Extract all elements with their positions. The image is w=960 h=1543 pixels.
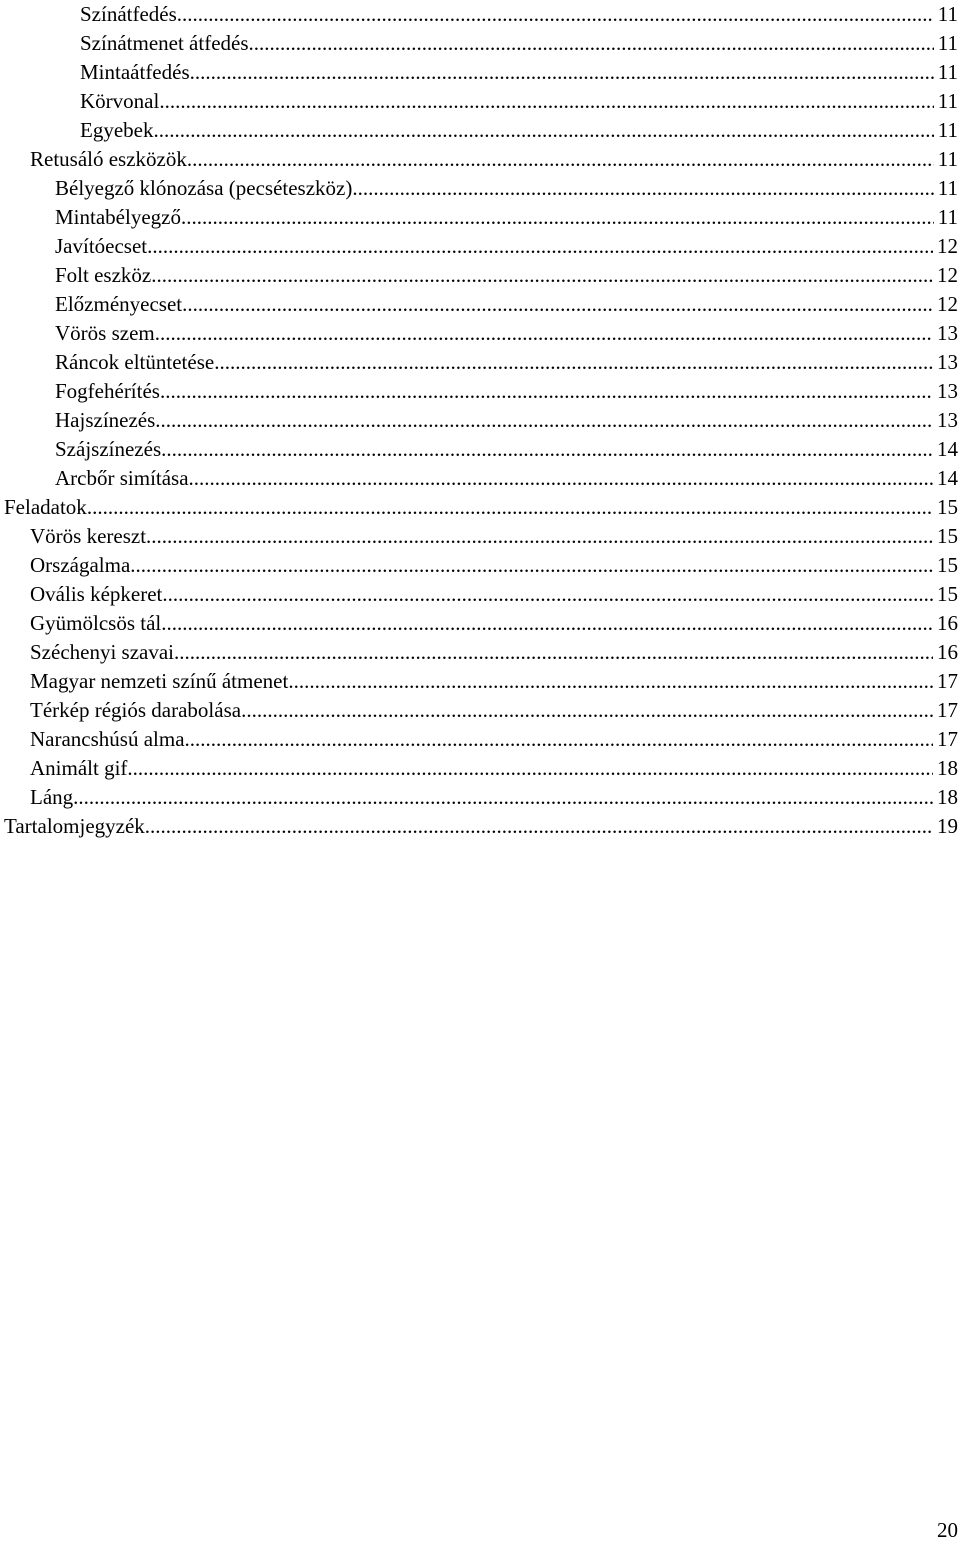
toc-entry-page: 15 bbox=[937, 495, 958, 519]
toc-entry-title: Javítóecset bbox=[55, 232, 147, 261]
toc-entry-row bbox=[30, 638, 958, 667]
toc-entry-row bbox=[55, 348, 958, 377]
toc-entry-row bbox=[30, 696, 958, 725]
dot-leader bbox=[174, 638, 933, 667]
toc-entry-page: 16 bbox=[937, 640, 958, 664]
dot-leader bbox=[155, 319, 933, 348]
toc-entry[interactable] bbox=[0, 58, 960, 87]
toc-entry-page: 14 bbox=[937, 437, 958, 461]
toc-entry[interactable] bbox=[0, 116, 960, 145]
toc-entry-title: Hajszínezés bbox=[55, 406, 155, 435]
toc-entry-page: 15 bbox=[937, 524, 958, 548]
toc-entry-row bbox=[55, 464, 958, 493]
toc-entry-row bbox=[80, 116, 958, 145]
toc-entry-title: Vörös szem bbox=[55, 319, 155, 348]
toc-entry-page: 13 bbox=[937, 350, 958, 374]
toc-entry[interactable] bbox=[0, 0, 960, 29]
toc-entry-row bbox=[30, 725, 958, 754]
toc-entry-page: 11 bbox=[937, 31, 958, 55]
toc-entry[interactable] bbox=[0, 203, 960, 232]
toc-entry[interactable] bbox=[0, 638, 960, 667]
dot-leader bbox=[241, 696, 933, 725]
toc-entry-page: 12 bbox=[937, 292, 958, 316]
toc-entry-row bbox=[55, 290, 958, 319]
toc-entry-title: Gyümölcsös tál bbox=[30, 609, 161, 638]
toc-entry-title: Láng bbox=[30, 783, 73, 812]
toc-entry-row bbox=[4, 493, 958, 522]
toc-entry-page: 11 bbox=[937, 147, 958, 171]
dot-leader bbox=[161, 609, 933, 638]
toc-entry[interactable] bbox=[0, 319, 960, 348]
dot-leader bbox=[162, 580, 933, 609]
dot-leader bbox=[73, 783, 933, 812]
toc-entry-page: 11 bbox=[937, 118, 958, 142]
toc-entry-title: Magyar nemzeti színű átmenet bbox=[30, 667, 288, 696]
toc-entry-page: 11 bbox=[937, 205, 958, 229]
toc-entry[interactable] bbox=[0, 232, 960, 261]
toc-entry-title: Narancshúsú alma bbox=[30, 725, 185, 754]
toc-entry[interactable] bbox=[0, 812, 960, 841]
dot-leader bbox=[151, 261, 933, 290]
toc-entry-title: Térkép régiós darabolása bbox=[30, 696, 241, 725]
toc-entry[interactable] bbox=[0, 609, 960, 638]
dot-leader bbox=[181, 203, 934, 232]
toc-entry-page: 15 bbox=[937, 553, 958, 577]
dot-leader bbox=[185, 725, 933, 754]
toc-entry-row bbox=[55, 377, 958, 406]
toc-entry-title: Ráncok eltüntetése bbox=[55, 348, 214, 377]
dot-leader bbox=[161, 435, 933, 464]
toc-entry-title: Színátmenet átfedés bbox=[80, 29, 249, 58]
toc-entry-page: 17 bbox=[937, 698, 958, 722]
toc-entry-row bbox=[80, 58, 958, 87]
toc-entry-title: Szájszínezés bbox=[55, 435, 161, 464]
toc-entry-row bbox=[30, 667, 958, 696]
toc-entry-page: 13 bbox=[937, 321, 958, 345]
dot-leader bbox=[288, 667, 933, 696]
toc-entry-row bbox=[55, 406, 958, 435]
toc-entry-title: Ovális képkeret bbox=[30, 580, 162, 609]
dot-leader bbox=[159, 87, 933, 116]
dot-leader bbox=[153, 116, 933, 145]
toc-entry[interactable] bbox=[0, 377, 960, 406]
dot-leader bbox=[130, 551, 933, 580]
toc-entry[interactable] bbox=[0, 696, 960, 725]
toc-entry-row bbox=[55, 203, 958, 232]
toc-entry-title: Körvonal bbox=[80, 87, 159, 116]
toc-entry-page: 16 bbox=[937, 611, 958, 635]
toc-entry[interactable] bbox=[0, 725, 960, 754]
toc-entry[interactable] bbox=[0, 551, 960, 580]
toc-entry-title: Mintabélyegző bbox=[55, 203, 181, 232]
toc-entry-title: Fogfehérítés bbox=[55, 377, 160, 406]
toc-entry[interactable] bbox=[0, 406, 960, 435]
dot-leader bbox=[87, 493, 933, 522]
toc-entry-page: 17 bbox=[937, 727, 958, 751]
toc-entry-page: 11 bbox=[937, 176, 958, 200]
dot-leader bbox=[127, 754, 933, 783]
toc-entry-title: Feladatok bbox=[4, 493, 87, 522]
dot-leader bbox=[189, 464, 933, 493]
toc-entry-title: Animált gif bbox=[30, 754, 127, 783]
dot-leader bbox=[147, 232, 933, 261]
toc-entry[interactable] bbox=[0, 348, 960, 377]
toc-entry[interactable] bbox=[0, 464, 960, 493]
toc-entry-title: Vörös kereszt bbox=[30, 522, 146, 551]
dot-leader bbox=[190, 58, 934, 87]
toc-entry-title: Színátfedés bbox=[80, 0, 177, 29]
toc-entry[interactable] bbox=[0, 783, 960, 812]
toc-entry[interactable] bbox=[0, 580, 960, 609]
toc-entry[interactable] bbox=[0, 493, 960, 522]
toc-entry-title: Előzményecset bbox=[55, 290, 182, 319]
toc-entry-row bbox=[80, 29, 958, 58]
toc-entry-row bbox=[80, 0, 958, 29]
toc-entry-title: Országalma bbox=[30, 551, 130, 580]
toc-entry-page: 11 bbox=[937, 89, 958, 113]
toc-entry-title: Mintaátfedés bbox=[80, 58, 190, 87]
toc-entry[interactable] bbox=[0, 522, 960, 551]
toc-entry-page: 15 bbox=[937, 582, 958, 606]
toc-entry-page: 19 bbox=[937, 814, 958, 838]
toc-entry-page: 11 bbox=[937, 60, 958, 84]
toc-entry[interactable] bbox=[0, 290, 960, 319]
dot-leader bbox=[160, 377, 933, 406]
toc-entry-row bbox=[80, 87, 958, 116]
toc-entry[interactable] bbox=[0, 174, 960, 203]
dot-leader bbox=[155, 406, 933, 435]
dot-leader bbox=[187, 145, 934, 174]
toc-entry[interactable] bbox=[0, 145, 960, 174]
toc-entry-row bbox=[55, 174, 958, 203]
toc-entry-row bbox=[4, 812, 958, 841]
toc-entry[interactable] bbox=[0, 435, 960, 464]
toc-entry-title: Egyebek bbox=[80, 116, 153, 145]
toc-entry-page: 13 bbox=[937, 408, 958, 432]
dot-leader bbox=[249, 29, 934, 58]
toc-entry-page: 17 bbox=[937, 669, 958, 693]
toc-entry[interactable] bbox=[0, 667, 960, 696]
dot-leader bbox=[214, 348, 933, 377]
toc-entry-row bbox=[55, 319, 958, 348]
toc-entry-page: 14 bbox=[937, 466, 958, 490]
toc-entry-title: Tartalomjegyzék bbox=[4, 812, 145, 841]
toc-entry-page: 18 bbox=[937, 756, 958, 780]
toc-entry-row bbox=[55, 232, 958, 261]
toc-entry-row bbox=[30, 580, 958, 609]
dot-leader bbox=[177, 0, 934, 29]
toc-entry[interactable] bbox=[0, 29, 960, 58]
toc-entry-row bbox=[30, 145, 958, 174]
page-number: 20 bbox=[937, 1518, 958, 1542]
toc-entry-row bbox=[55, 261, 958, 290]
toc-entry-page: 12 bbox=[937, 263, 958, 287]
toc-entry-title: Retusáló eszközök bbox=[30, 145, 187, 174]
toc-entry[interactable] bbox=[0, 754, 960, 783]
toc-entry-row bbox=[30, 551, 958, 580]
toc-entry-page: 18 bbox=[937, 785, 958, 809]
toc-entry-row bbox=[30, 754, 958, 783]
dot-leader bbox=[352, 174, 933, 203]
dot-leader bbox=[145, 812, 933, 841]
dot-leader bbox=[182, 290, 933, 319]
toc-entry-title: Arcbőr simítása bbox=[55, 464, 189, 493]
toc-entry-row bbox=[55, 435, 958, 464]
toc-entry[interactable] bbox=[0, 261, 960, 290]
toc-entry-title: Folt eszköz bbox=[55, 261, 151, 290]
toc-entry-page: 13 bbox=[937, 379, 958, 403]
dot-leader bbox=[146, 522, 933, 551]
toc-entry-row bbox=[30, 522, 958, 551]
toc-entry-page: 11 bbox=[937, 2, 958, 26]
toc-entry-title: Bélyegző klónozása (pecséteszköz) bbox=[55, 174, 352, 203]
toc-entry-page: 12 bbox=[937, 234, 958, 258]
toc-entry[interactable] bbox=[0, 87, 960, 116]
toc-entry-title: Széchenyi szavai bbox=[30, 638, 174, 667]
toc-entry-row bbox=[30, 609, 958, 638]
toc-entry-row bbox=[30, 783, 958, 812]
